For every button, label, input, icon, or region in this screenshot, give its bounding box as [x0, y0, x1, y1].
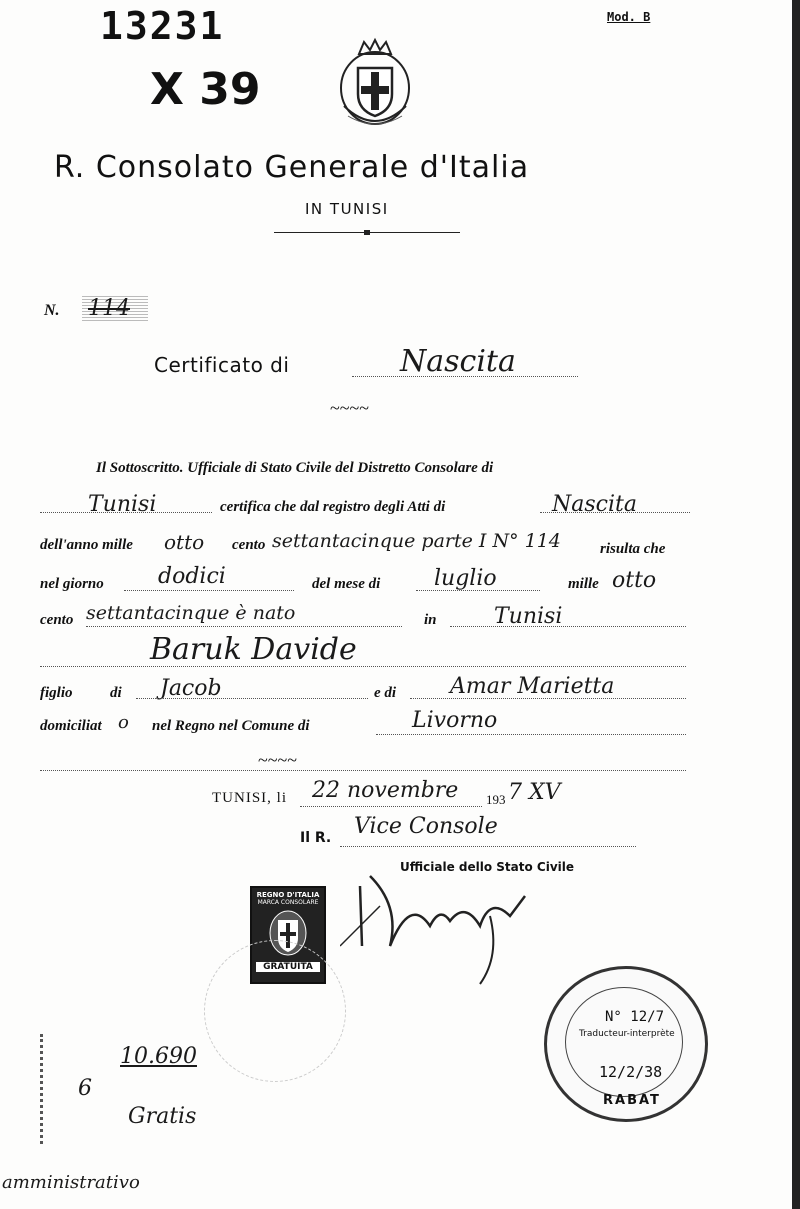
officer-label: Ufficiale dello Stato Civile: [400, 860, 574, 874]
mille-label: mille: [568, 576, 599, 592]
archive-code: X 39: [150, 64, 261, 115]
rabat-stamp: [544, 966, 708, 1122]
mother: Amar Marietta: [450, 674, 615, 699]
born-hand: settantacinque è nato: [86, 602, 296, 624]
month: luglio: [434, 566, 497, 591]
place-date-label: TUNISI, li: [212, 790, 287, 806]
person-name: Baruk Davide: [150, 632, 357, 667]
rabat-role: Traducteur-interprète: [579, 1029, 675, 1039]
revenue-stamp-top: REGNO D'ITALIA: [256, 891, 320, 899]
year-hand-2: settantacinque parte I N° 114: [272, 530, 561, 552]
domicile-hand: o: [118, 712, 129, 733]
father: Jacob: [160, 676, 222, 701]
page-title: R. Consolato Generale d'Italia: [54, 150, 530, 185]
revenue-stamp-middle: MARCA CONSOLARE: [257, 899, 319, 906]
faint-stamp: [204, 940, 346, 1082]
birth-place: Tunisi: [494, 604, 563, 629]
year-hand-footer: 7 XV: [508, 780, 561, 805]
day-label: nel giorno: [40, 576, 104, 592]
of-label: di: [110, 685, 122, 701]
margin-number: 6: [78, 1076, 92, 1101]
signer-role: Vice Console: [354, 814, 498, 839]
domicile-label-2: nel Regno nel Comune di: [152, 718, 310, 734]
district: Tunisi: [88, 492, 157, 517]
in-label: in: [424, 612, 437, 628]
day: dodici: [158, 564, 226, 589]
results-label: risulta che: [600, 541, 666, 557]
form-label: Mod. B: [607, 10, 651, 24]
year-prefix-footer: 193: [486, 792, 506, 807]
domicile: Livorno: [412, 708, 498, 733]
register-type: Nascita: [552, 492, 637, 517]
cento-label: cento: [232, 537, 266, 553]
register-label: N.: [44, 302, 60, 319]
page-edge: [792, 0, 800, 1209]
margin-note: Gratis: [128, 1104, 197, 1129]
page-subtitle: IN TUNISI: [305, 200, 389, 218]
rabat-date: 12/2/38: [599, 1063, 663, 1081]
flourish: ~~~~: [330, 398, 369, 418]
margin-bottom: amministrativo: [2, 1172, 140, 1193]
coat-of-arms-icon: [334, 36, 416, 136]
margin-amount: 10.690: [120, 1044, 197, 1069]
rabat-number: N° 12/7: [605, 1009, 665, 1025]
mille-hand: otto: [612, 568, 657, 593]
signer-prefix: Il R.: [300, 830, 332, 846]
header-divider-dot: [364, 230, 370, 235]
flourish-2: ~~~~: [258, 750, 297, 770]
body-line-1: Il Sottoscritto. Ufficiale di Stato Civile del Distretto Consolare di: [96, 460, 494, 476]
date-hand: 22 novembre: [312, 778, 459, 803]
month-label: del mese di: [312, 576, 381, 592]
certificate-type: Nascita: [400, 344, 516, 379]
binding-marks: [40, 1034, 49, 1144]
domicile-label-1: domiciliat: [40, 718, 102, 734]
cento-2-label: cento: [40, 612, 74, 628]
corner-number: 13231: [100, 4, 225, 48]
certificate-label: Certificato di: [154, 353, 290, 377]
signature: [340, 866, 550, 986]
register-value: 114: [82, 296, 148, 321]
certifies-text: certifica che dal registro degli Atti di: [220, 499, 446, 515]
year-hand-1: otto: [164, 530, 205, 554]
revenue-stamp-bottom: GRATUITA: [256, 962, 320, 972]
son-label: figlio: [40, 685, 73, 701]
year-prefix: dell'anno mille: [40, 537, 133, 553]
rabat-city: RABAT: [603, 1093, 661, 1108]
and-of-label: e di: [374, 685, 397, 701]
